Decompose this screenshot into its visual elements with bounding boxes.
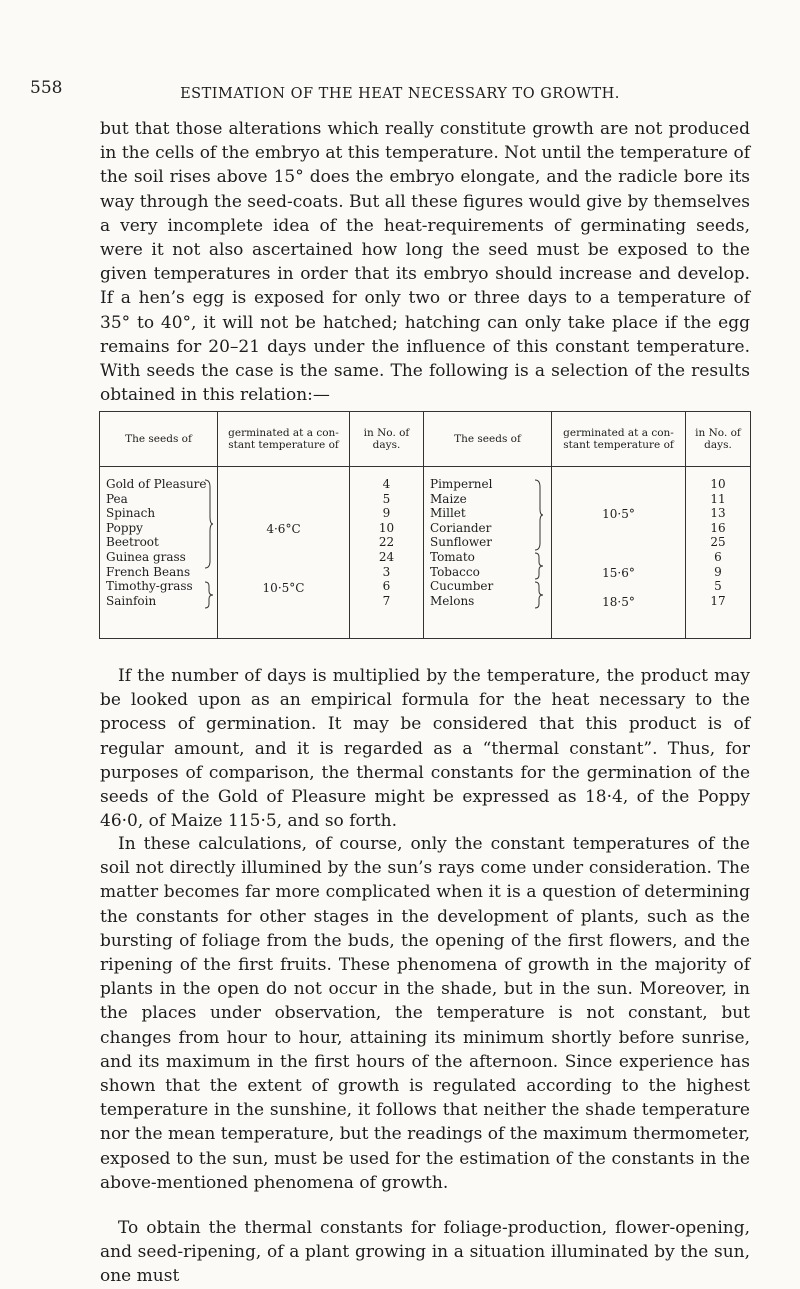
- days-value: 5: [382, 491, 391, 506]
- seed-name: Guinea grass: [106, 549, 186, 564]
- temperature-value: 10·5°C: [262, 581, 305, 595]
- days-value: 4: [382, 477, 391, 491]
- seed-name: Beetroot: [106, 535, 159, 550]
- header-seeds-left: The seeds of: [100, 412, 218, 467]
- seed-name: Timothy-grass: [106, 579, 193, 594]
- days-value: 24: [378, 549, 395, 564]
- days-value: 6: [714, 549, 722, 564]
- seed-name: Millet: [430, 506, 466, 521]
- header-days-left: in No. of days.: [350, 412, 424, 467]
- seed-name: Coriander: [430, 520, 492, 535]
- seed-name: Pea: [106, 491, 128, 506]
- left-seeds-column: [100, 467, 218, 639]
- seed-name: Cucumber: [430, 579, 494, 594]
- page-number: 558: [30, 78, 63, 98]
- seed-name: Poppy: [106, 520, 143, 535]
- right-days-column: [686, 467, 751, 639]
- seed-name: Tobacco: [430, 564, 480, 579]
- days-value: 3: [382, 564, 391, 579]
- header-seeds-right: The seeds of: [424, 412, 552, 467]
- days-value: 11: [710, 491, 726, 506]
- grouping-brace: [204, 581, 214, 609]
- grouping-brace: [204, 479, 214, 569]
- right-temp-column: [552, 467, 686, 639]
- left-days-column: [350, 467, 424, 639]
- germination-table: [99, 411, 751, 639]
- days-value: 9: [714, 564, 722, 579]
- running-head: ESTIMATION OF THE HEAT NECESSARY TO GROWTH.: [180, 86, 620, 102]
- temperature-value: 15·6°: [602, 566, 635, 580]
- seed-name: French Beans: [106, 564, 191, 579]
- seed-name: Maize: [430, 491, 467, 506]
- paragraph-2: If the number of days is multiplied by the temperature, the product may be looked upon as an empirical formula for the heat necessary to the process of germination. It may be considered that this product is of regular amount, and it is regarded as a “thermal constant”. Thus, for purposes of comparison, the thermal constants for the germination of the seeds of the Gold of Pleasure might be expressed as 18·4, of the Poppy 46·0, of Maize 115·5, and so forth.: [100, 666, 750, 832]
- grouping-brace: [534, 479, 544, 551]
- grouping-brace: [534, 581, 544, 609]
- right-seeds-column: [424, 467, 552, 639]
- seed-name: Melons: [430, 593, 475, 608]
- temperature-value: 4·6°C: [266, 522, 301, 536]
- header-temp-left: germinated at a con-stant temperature of: [218, 412, 350, 467]
- days-value: 6: [382, 579, 391, 594]
- days-value: 13: [710, 506, 726, 521]
- left-temp-column: [218, 467, 350, 639]
- paragraph-1: but that those alterations which really constitute growth are not produced in the cells of the embryo at this temperature. Not until the temperature of the soil rises above 15° does the embryo elongate, and the radicle bore its way through the seed-coats. But all these figures would give by themselves a very incomplete idea of the heat-requirements of germinating seeds, were it not also ascertained how long the seed must be exposed to the given temperatures in order that its embryo should increase and develop. If a hen’s egg is exposed for only two or three days to a temperature of 35° to 40°, it will not be hatched; hatching can only take place if the egg remains for 20–21 days under the influence of this constant temperature. With seeds the case is the same. The following is a selection of the results obtained in this relation:—: [100, 119, 750, 406]
- days-value: 16: [710, 520, 726, 535]
- days-value: 17: [710, 593, 726, 608]
- seed-name: Pimpernel: [430, 477, 493, 491]
- days-value: 5: [714, 579, 722, 594]
- grouping-brace: [534, 552, 544, 580]
- header-days-right: in No. of days.: [686, 412, 751, 467]
- days-value: 7: [382, 593, 391, 608]
- seed-name: Gold of Pleasure: [106, 477, 207, 491]
- days-value: 10: [378, 520, 395, 535]
- paragraph-4: To obtain the thermal constants for foliage-production, flower-opening, and seed-ripening, of a plant growing in a situation illuminated by the sun, one must: [100, 1218, 750, 1287]
- days-value: 25: [710, 535, 726, 550]
- temperature-value: 10·5°: [602, 507, 635, 521]
- days-value: 9: [382, 506, 391, 521]
- days-value: 10: [710, 477, 726, 491]
- days-value: 22: [378, 535, 395, 550]
- seed-name: Sainfoin: [106, 593, 157, 608]
- header-temp-right: germinated at a con-stant temperature of: [552, 412, 686, 467]
- seed-name: Sunflower: [430, 535, 493, 550]
- paragraph-3: In these calculations, of course, only the constant temperatures of the soil not directly illumined by the sun’s rays come under consideration. The matter becomes far more complicated when it is a question of determining the constants for other stages in the development of plants, such as the bursting of foliage from the buds, the opening of the first flowers, and the ripening of the first fruits. These phenomena of growth in the majority of plants in the open do not occur in the shade, but in the sun. Moreover, in the places under observation, the temperature is not constant, but changes from hour to hour, attaining its minimum shortly before sunrise, and its maximum in the first hours of the afternoon. Since experience has shown that the extent of growth is regulated according to the highest temperature in the sunshine, it follows that neither the shade temperature nor the mean temperature, but the readings of the maximum thermometer, exposed to the sun, must be used for the estimation of the constants in the above-mentioned phenomena of growth.: [100, 834, 750, 1193]
- seed-name: Tomato: [430, 549, 475, 564]
- seed-name: Spinach: [106, 506, 156, 521]
- temperature-value: 18·5°: [602, 595, 635, 609]
